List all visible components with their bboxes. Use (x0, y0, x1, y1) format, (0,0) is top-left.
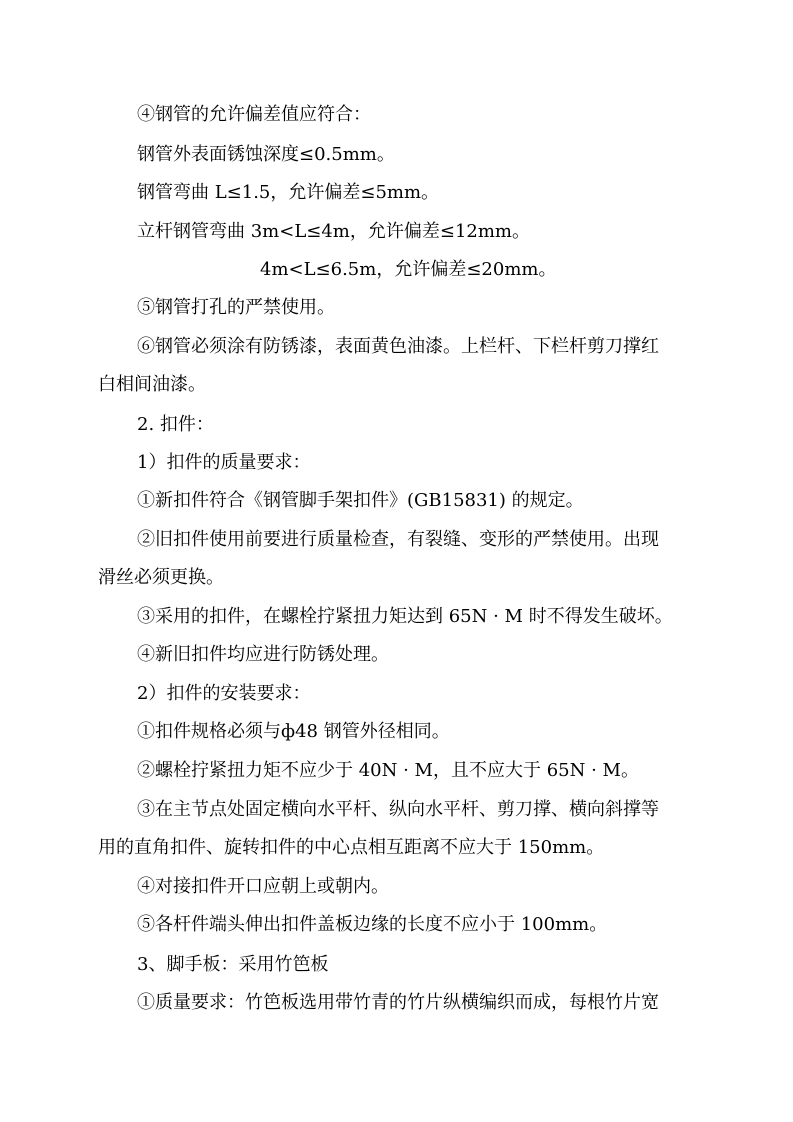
text-line: 滑丝必须更换。 (98, 567, 224, 588)
text-line: ②旧扣件使用前要进行质量检查，有裂缝、变形的严禁使用。出现 (137, 529, 659, 550)
text-line: ①扣件规格必须与ф48 钢管外径相同。 (137, 721, 450, 742)
text-line: ④新旧扣件均应进行防锈处理。 (137, 644, 389, 665)
section-heading: 2. 扣件： (137, 414, 214, 435)
subsection-heading: 2）扣件的安装要求： (137, 683, 311, 704)
text-line: 钢管外表面锈蚀深度≤0.5mm。 (137, 144, 395, 165)
text-line: ⑤钢管打孔的严禁使用。 (137, 297, 335, 318)
text-line: ③在主节点处固定横向水平杆、纵向水平杆、剪刀撑、横向斜撑等 (137, 799, 659, 820)
text-line: ①质量要求：竹笆板选用带竹青的竹片纵横编织而成，每根竹片宽 (137, 992, 659, 1013)
text-line: 4m<L≤6.5m，允许偏差≤20mm。 (260, 259, 557, 280)
subsection-heading: 1）扣件的质量要求： (137, 452, 311, 473)
text-line: 用的直角扣件、旋转扣件的中心点相互距离不应大于 150mm。 (98, 837, 605, 858)
text-line: 白相间油漆。 (98, 374, 206, 395)
section-heading: 3、脚手板：采用竹笆板 (137, 954, 329, 975)
text-line: 钢管弯曲 L≤1.5，允许偏差≤5mm。 (137, 182, 440, 203)
text-line: ②螺栓拧紧扭力矩不应少于 40N · M，且不应大于 65N · M。 (137, 760, 639, 781)
text-line: 立杆钢管弯曲 3m<L≤4m，允许偏差≤12mm。 (137, 221, 531, 242)
text-line: ③采用的扣件，在螺栓拧紧扭力矩达到 65N · M 时不得发生破坏。 (137, 606, 673, 627)
text-line: ⑥钢管必须涂有防锈漆，表面黄色油漆。上栏杆、下栏杆剪刀撑红 (137, 336, 659, 357)
text-line: ④对接扣件开口应朝上或朝内。 (137, 876, 389, 897)
text-line: ④钢管的允许偏差值应符合： (137, 104, 371, 125)
text-line: ①新扣件符合《钢管脚手架扣件》(GB15831) 的规定。 (137, 490, 584, 511)
text-line: ⑤各杆件端头伸出扣件盖板边缘的长度不应小于 100mm。 (137, 914, 608, 935)
